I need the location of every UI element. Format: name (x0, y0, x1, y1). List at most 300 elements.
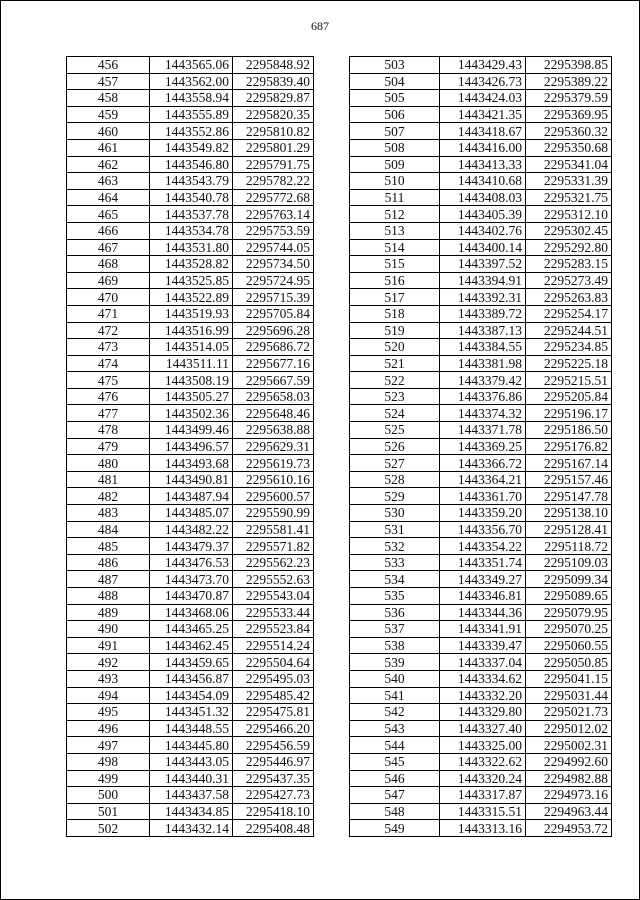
x-coordinate-cell: 1443371.78 (440, 422, 526, 439)
x-coordinate-cell: 1443332.20 (440, 687, 526, 704)
table-row (67, 687, 314, 704)
x-coordinate-cell: 1443432.14 (150, 820, 233, 837)
y-coordinate-cell: 2295079.95 (526, 604, 612, 621)
point-number-cell: 472 (67, 322, 150, 339)
x-coordinate-cell: 1443400.14 (440, 239, 526, 256)
x-coordinate-cell: 1443470.87 (150, 588, 233, 605)
x-coordinate-cell: 1443389.72 (440, 305, 526, 322)
y-coordinate-cell: 2295273.49 (526, 272, 612, 289)
x-coordinate-cell: 1443356.70 (440, 521, 526, 538)
point-number-cell: 462 (67, 156, 150, 173)
point-number-cell: 526 (350, 438, 440, 455)
table-row (350, 73, 612, 90)
x-coordinate-cell: 1443374.32 (440, 405, 526, 422)
point-number-cell: 506 (350, 106, 440, 123)
point-number-cell: 504 (350, 73, 440, 90)
y-coordinate-cell: 2295283.15 (526, 256, 612, 273)
table-row (350, 471, 612, 488)
table-row (67, 189, 314, 206)
y-coordinate-cell: 2295744.05 (233, 239, 314, 256)
point-number-cell: 505 (350, 90, 440, 107)
point-number-cell: 544 (350, 737, 440, 754)
point-number-cell: 512 (350, 206, 440, 223)
point-number-cell: 458 (67, 90, 150, 107)
y-coordinate-cell: 2295466.20 (233, 720, 314, 737)
table-row (67, 422, 314, 439)
table-row (67, 571, 314, 588)
table-row (350, 720, 612, 737)
y-coordinate-cell: 2295677.16 (233, 355, 314, 372)
y-coordinate-cell: 2295138.10 (526, 505, 612, 522)
point-number-cell: 501 (67, 803, 150, 820)
table-row (67, 803, 314, 820)
table-row (67, 621, 314, 638)
y-coordinate-cell: 2295667.59 (233, 372, 314, 389)
table-row (350, 123, 612, 140)
y-coordinate-cell: 2295041.15 (526, 670, 612, 687)
table-row (350, 571, 612, 588)
table-row (350, 770, 612, 787)
point-number-cell: 532 (350, 538, 440, 555)
x-coordinate-cell: 1443540.78 (150, 189, 233, 206)
point-number-cell: 473 (67, 339, 150, 356)
x-coordinate-cell: 1443468.06 (150, 604, 233, 621)
table-row (350, 753, 612, 770)
y-coordinate-cell: 2295012.02 (526, 720, 612, 737)
y-coordinate-cell: 2295772.68 (233, 189, 314, 206)
point-number-cell: 510 (350, 173, 440, 190)
point-number-cell: 533 (350, 554, 440, 571)
x-coordinate-cell: 1443445.80 (150, 737, 233, 754)
x-coordinate-cell: 1443465.25 (150, 621, 233, 638)
x-coordinate-cell: 1443562.00 (150, 73, 233, 90)
table-row (67, 173, 314, 190)
table-row (67, 322, 314, 339)
y-coordinate-cell: 2295099.34 (526, 571, 612, 588)
point-number-cell: 478 (67, 422, 150, 439)
x-coordinate-cell: 1443565.06 (150, 57, 233, 74)
point-number-cell: 498 (67, 753, 150, 770)
point-number-cell: 545 (350, 753, 440, 770)
point-number-cell: 536 (350, 604, 440, 621)
table-row (350, 106, 612, 123)
y-coordinate-cell: 2295089.65 (526, 588, 612, 605)
point-number-cell: 476 (67, 388, 150, 405)
y-coordinate-cell: 2295658.03 (233, 388, 314, 405)
table-row (350, 704, 612, 721)
y-coordinate-cell: 2295341.04 (526, 156, 612, 173)
point-number-cell: 542 (350, 704, 440, 721)
point-number-cell: 477 (67, 405, 150, 422)
point-number-cell: 549 (350, 820, 440, 837)
x-coordinate-cell: 1443405.39 (440, 206, 526, 223)
table-row (350, 239, 612, 256)
table-row (67, 770, 314, 787)
y-coordinate-cell: 2295031.44 (526, 687, 612, 704)
x-coordinate-cell: 1443313.16 (440, 820, 526, 837)
x-coordinate-cell: 1443531.80 (150, 239, 233, 256)
point-number-cell: 489 (67, 604, 150, 621)
x-coordinate-cell: 1443443.05 (150, 753, 233, 770)
point-number-cell: 518 (350, 305, 440, 322)
x-coordinate-cell: 1443437.58 (150, 787, 233, 804)
point-number-cell: 496 (67, 720, 150, 737)
table-row (67, 455, 314, 472)
table-row (67, 471, 314, 488)
x-coordinate-cell: 1443392.31 (440, 289, 526, 306)
table-row (350, 803, 612, 820)
table-row (350, 538, 612, 555)
x-coordinate-cell: 1443394.91 (440, 272, 526, 289)
y-coordinate-cell: 2295848.92 (233, 57, 314, 74)
table-row (67, 505, 314, 522)
point-number-cell: 523 (350, 388, 440, 405)
y-coordinate-cell: 2295753.59 (233, 222, 314, 239)
y-coordinate-cell: 2295696.28 (233, 322, 314, 339)
y-coordinate-cell: 2295263.83 (526, 289, 612, 306)
table-row (67, 123, 314, 140)
x-coordinate-cell: 1443379.42 (440, 372, 526, 389)
page-number: 687 (311, 19, 329, 33)
table-row (67, 438, 314, 455)
y-coordinate-cell: 2295360.32 (526, 123, 612, 140)
point-number-cell: 493 (67, 670, 150, 687)
point-number-cell: 521 (350, 355, 440, 372)
point-number-cell: 539 (350, 654, 440, 671)
y-coordinate-cell: 2295475.81 (233, 704, 314, 721)
y-coordinate-cell: 2295629.31 (233, 438, 314, 455)
y-coordinate-cell: 2295437.35 (233, 770, 314, 787)
point-number-cell: 541 (350, 687, 440, 704)
point-number-cell: 457 (67, 73, 150, 90)
table-row (350, 405, 612, 422)
x-coordinate-cell: 1443448.55 (150, 720, 233, 737)
table-row (350, 422, 612, 439)
table-row (350, 189, 612, 206)
point-number-cell: 531 (350, 521, 440, 538)
x-coordinate-cell: 1443528.82 (150, 256, 233, 273)
x-coordinate-cell: 1443387.13 (440, 322, 526, 339)
point-number-cell: 508 (350, 139, 440, 156)
table-row (67, 488, 314, 505)
point-number-cell: 464 (67, 189, 150, 206)
x-coordinate-cell: 1443315.51 (440, 803, 526, 820)
x-coordinate-cell: 1443552.86 (150, 123, 233, 140)
x-coordinate-cell: 1443451.32 (150, 704, 233, 721)
point-number-cell: 492 (67, 654, 150, 671)
coordinates-table-left (66, 56, 314, 837)
y-coordinate-cell: 2295254.17 (526, 305, 612, 322)
point-number-cell: 527 (350, 455, 440, 472)
table-row (350, 588, 612, 605)
y-coordinate-cell: 2295705.84 (233, 305, 314, 322)
coordinates-table-right (349, 56, 612, 837)
y-coordinate-cell: 2295167.14 (526, 455, 612, 472)
y-coordinate-cell: 2295829.87 (233, 90, 314, 107)
point-number-cell: 491 (67, 637, 150, 654)
x-coordinate-cell: 1443349.27 (440, 571, 526, 588)
table-row (350, 139, 612, 156)
y-coordinate-cell: 2295379.59 (526, 90, 612, 107)
y-coordinate-cell: 2295648.46 (233, 405, 314, 422)
table-row (67, 372, 314, 389)
table-row (67, 239, 314, 256)
y-coordinate-cell: 2295456.59 (233, 737, 314, 754)
point-number-cell: 468 (67, 256, 150, 273)
point-number-cell: 525 (350, 422, 440, 439)
point-number-cell: 485 (67, 538, 150, 555)
y-coordinate-cell: 2295533.44 (233, 604, 314, 621)
point-number-cell: 499 (67, 770, 150, 787)
point-number-cell: 528 (350, 471, 440, 488)
table-row (350, 687, 612, 704)
table-row (350, 372, 612, 389)
y-coordinate-cell: 2295196.17 (526, 405, 612, 422)
point-number-cell: 479 (67, 438, 150, 455)
y-coordinate-cell: 2295734.50 (233, 256, 314, 273)
y-coordinate-cell: 2295638.88 (233, 422, 314, 439)
y-coordinate-cell: 2295302.45 (526, 222, 612, 239)
point-number-cell: 469 (67, 272, 150, 289)
point-number-cell: 470 (67, 289, 150, 306)
point-number-cell: 547 (350, 787, 440, 804)
point-number-cell: 483 (67, 505, 150, 522)
point-number-cell: 517 (350, 289, 440, 306)
point-number-cell: 522 (350, 372, 440, 389)
point-number-cell: 535 (350, 588, 440, 605)
point-number-cell: 524 (350, 405, 440, 422)
y-coordinate-cell: 2295118.72 (526, 538, 612, 555)
table-row (67, 139, 314, 156)
y-coordinate-cell: 2295600.57 (233, 488, 314, 505)
y-coordinate-cell: 2295820.35 (233, 106, 314, 123)
x-coordinate-cell: 1443434.85 (150, 803, 233, 820)
x-coordinate-cell: 1443549.82 (150, 139, 233, 156)
x-coordinate-cell: 1443522.89 (150, 289, 233, 306)
point-number-cell: 463 (67, 173, 150, 190)
y-coordinate-cell: 2295109.03 (526, 554, 612, 571)
point-number-cell: 538 (350, 637, 440, 654)
y-coordinate-cell: 2295543.04 (233, 588, 314, 605)
point-number-cell: 484 (67, 521, 150, 538)
point-number-cell: 494 (67, 687, 150, 704)
x-coordinate-cell: 1443381.98 (440, 355, 526, 372)
table-row (350, 604, 612, 621)
table-row (350, 438, 612, 455)
x-coordinate-cell: 1443534.78 (150, 222, 233, 239)
x-coordinate-cell: 1443322.62 (440, 753, 526, 770)
y-coordinate-cell: 2294953.72 (526, 820, 612, 837)
x-coordinate-cell: 1443337.04 (440, 654, 526, 671)
x-coordinate-cell: 1443369.25 (440, 438, 526, 455)
point-number-cell: 490 (67, 621, 150, 638)
x-coordinate-cell: 1443479.37 (150, 538, 233, 555)
table-row (350, 305, 612, 322)
y-coordinate-cell: 2295021.73 (526, 704, 612, 721)
point-number-cell: 461 (67, 139, 150, 156)
y-coordinate-cell: 2295350.68 (526, 139, 612, 156)
x-coordinate-cell: 1443459.65 (150, 654, 233, 671)
point-number-cell: 520 (350, 339, 440, 356)
table-row (350, 388, 612, 405)
table-row (67, 156, 314, 173)
y-coordinate-cell: 2295495.03 (233, 670, 314, 687)
x-coordinate-cell: 1443502.36 (150, 405, 233, 422)
y-coordinate-cell: 2294973.16 (526, 787, 612, 804)
table-row (350, 339, 612, 356)
table-row (67, 289, 314, 306)
table-row (350, 488, 612, 505)
table-row (67, 222, 314, 239)
y-coordinate-cell: 2295331.39 (526, 173, 612, 190)
y-coordinate-cell: 2295312.10 (526, 206, 612, 223)
y-coordinate-cell: 2295070.25 (526, 621, 612, 638)
point-number-cell: 460 (67, 123, 150, 140)
table-row (350, 737, 612, 754)
x-coordinate-cell: 1443346.81 (440, 588, 526, 605)
x-coordinate-cell: 1443384.55 (440, 339, 526, 356)
x-coordinate-cell: 1443344.36 (440, 604, 526, 621)
y-coordinate-cell: 2295715.39 (233, 289, 314, 306)
table-row (350, 57, 612, 74)
x-coordinate-cell: 1443416.00 (440, 139, 526, 156)
point-number-cell: 509 (350, 156, 440, 173)
point-number-cell: 459 (67, 106, 150, 123)
y-coordinate-cell: 2295514.24 (233, 637, 314, 654)
y-coordinate-cell: 2295571.82 (233, 538, 314, 555)
table-row (67, 339, 314, 356)
y-coordinate-cell: 2295581.41 (233, 521, 314, 538)
y-coordinate-cell: 2295128.41 (526, 521, 612, 538)
y-coordinate-cell: 2295610.16 (233, 471, 314, 488)
y-coordinate-cell: 2295234.85 (526, 339, 612, 356)
y-coordinate-cell: 2295686.72 (233, 339, 314, 356)
x-coordinate-cell: 1443421.35 (440, 106, 526, 123)
point-number-cell: 540 (350, 670, 440, 687)
table-row (67, 737, 314, 754)
y-coordinate-cell: 2295050.85 (526, 654, 612, 671)
y-coordinate-cell: 2295060.55 (526, 637, 612, 654)
x-coordinate-cell: 1443490.81 (150, 471, 233, 488)
point-number-cell: 488 (67, 588, 150, 605)
y-coordinate-cell: 2295321.75 (526, 189, 612, 206)
x-coordinate-cell: 1443397.52 (440, 256, 526, 273)
point-number-cell: 514 (350, 239, 440, 256)
table-row (67, 73, 314, 90)
x-coordinate-cell: 1443476.53 (150, 554, 233, 571)
y-coordinate-cell: 2295504.64 (233, 654, 314, 671)
y-coordinate-cell: 2295408.48 (233, 820, 314, 837)
x-coordinate-cell: 1443359.20 (440, 505, 526, 522)
point-number-cell: 486 (67, 554, 150, 571)
point-number-cell: 497 (67, 737, 150, 754)
y-coordinate-cell: 2295839.40 (233, 73, 314, 90)
table-row (350, 820, 612, 837)
point-number-cell: 513 (350, 222, 440, 239)
y-coordinate-cell: 2295810.82 (233, 123, 314, 140)
point-number-cell: 475 (67, 372, 150, 389)
point-number-cell: 500 (67, 787, 150, 804)
y-coordinate-cell: 2295590.99 (233, 505, 314, 522)
y-coordinate-cell: 2295418.10 (233, 803, 314, 820)
point-number-cell: 467 (67, 239, 150, 256)
table-row (67, 206, 314, 223)
x-coordinate-cell: 1443496.57 (150, 438, 233, 455)
point-number-cell: 511 (350, 189, 440, 206)
x-coordinate-cell: 1443537.78 (150, 206, 233, 223)
point-number-cell: 465 (67, 206, 150, 223)
table-row (67, 554, 314, 571)
x-coordinate-cell: 1443558.94 (150, 90, 233, 107)
table-row (67, 521, 314, 538)
x-coordinate-cell: 1443408.03 (440, 189, 526, 206)
x-coordinate-cell: 1443555.89 (150, 106, 233, 123)
x-coordinate-cell: 1443424.03 (440, 90, 526, 107)
table-row (67, 388, 314, 405)
x-coordinate-cell: 1443418.67 (440, 123, 526, 140)
y-coordinate-cell: 2295562.23 (233, 554, 314, 571)
y-coordinate-cell: 2295244.51 (526, 322, 612, 339)
x-coordinate-cell: 1443402.76 (440, 222, 526, 239)
table-row (350, 322, 612, 339)
table-row (67, 405, 314, 422)
table-row (350, 654, 612, 671)
y-coordinate-cell: 2294982.88 (526, 770, 612, 787)
point-number-cell: 480 (67, 455, 150, 472)
y-coordinate-cell: 2295215.51 (526, 372, 612, 389)
point-number-cell: 474 (67, 355, 150, 372)
y-coordinate-cell: 2295225.18 (526, 355, 612, 372)
y-coordinate-cell: 2295186.50 (526, 422, 612, 439)
x-coordinate-cell: 1443325.00 (440, 737, 526, 754)
x-coordinate-cell: 1443493.68 (150, 455, 233, 472)
point-number-cell: 503 (350, 57, 440, 74)
x-coordinate-cell: 1443499.46 (150, 422, 233, 439)
table-row (67, 670, 314, 687)
y-coordinate-cell: 2295552.63 (233, 571, 314, 588)
x-coordinate-cell: 1443354.22 (440, 538, 526, 555)
y-coordinate-cell: 2295398.85 (526, 57, 612, 74)
point-number-cell: 481 (67, 471, 150, 488)
x-coordinate-cell: 1443508.19 (150, 372, 233, 389)
table-row (67, 90, 314, 107)
x-coordinate-cell: 1443456.87 (150, 670, 233, 687)
point-number-cell: 456 (67, 57, 150, 74)
x-coordinate-cell: 1443364.21 (440, 471, 526, 488)
x-coordinate-cell: 1443482.22 (150, 521, 233, 538)
point-number-cell: 516 (350, 272, 440, 289)
x-coordinate-cell: 1443429.43 (440, 57, 526, 74)
table-row (67, 787, 314, 804)
table-row (67, 637, 314, 654)
y-coordinate-cell: 2295205.84 (526, 388, 612, 405)
x-coordinate-cell: 1443351.74 (440, 554, 526, 571)
y-coordinate-cell: 2295427.73 (233, 787, 314, 804)
point-number-cell: 495 (67, 704, 150, 721)
x-coordinate-cell: 1443329.80 (440, 704, 526, 721)
x-coordinate-cell: 1443485.07 (150, 505, 233, 522)
table-row (350, 521, 612, 538)
table-row (67, 57, 314, 74)
table-row (67, 588, 314, 605)
x-coordinate-cell: 1443366.72 (440, 455, 526, 472)
point-number-cell: 519 (350, 322, 440, 339)
x-coordinate-cell: 1443511.11 (150, 355, 233, 372)
point-number-cell: 529 (350, 488, 440, 505)
table-row (350, 505, 612, 522)
x-coordinate-cell: 1443473.70 (150, 571, 233, 588)
x-coordinate-cell: 1443317.87 (440, 787, 526, 804)
